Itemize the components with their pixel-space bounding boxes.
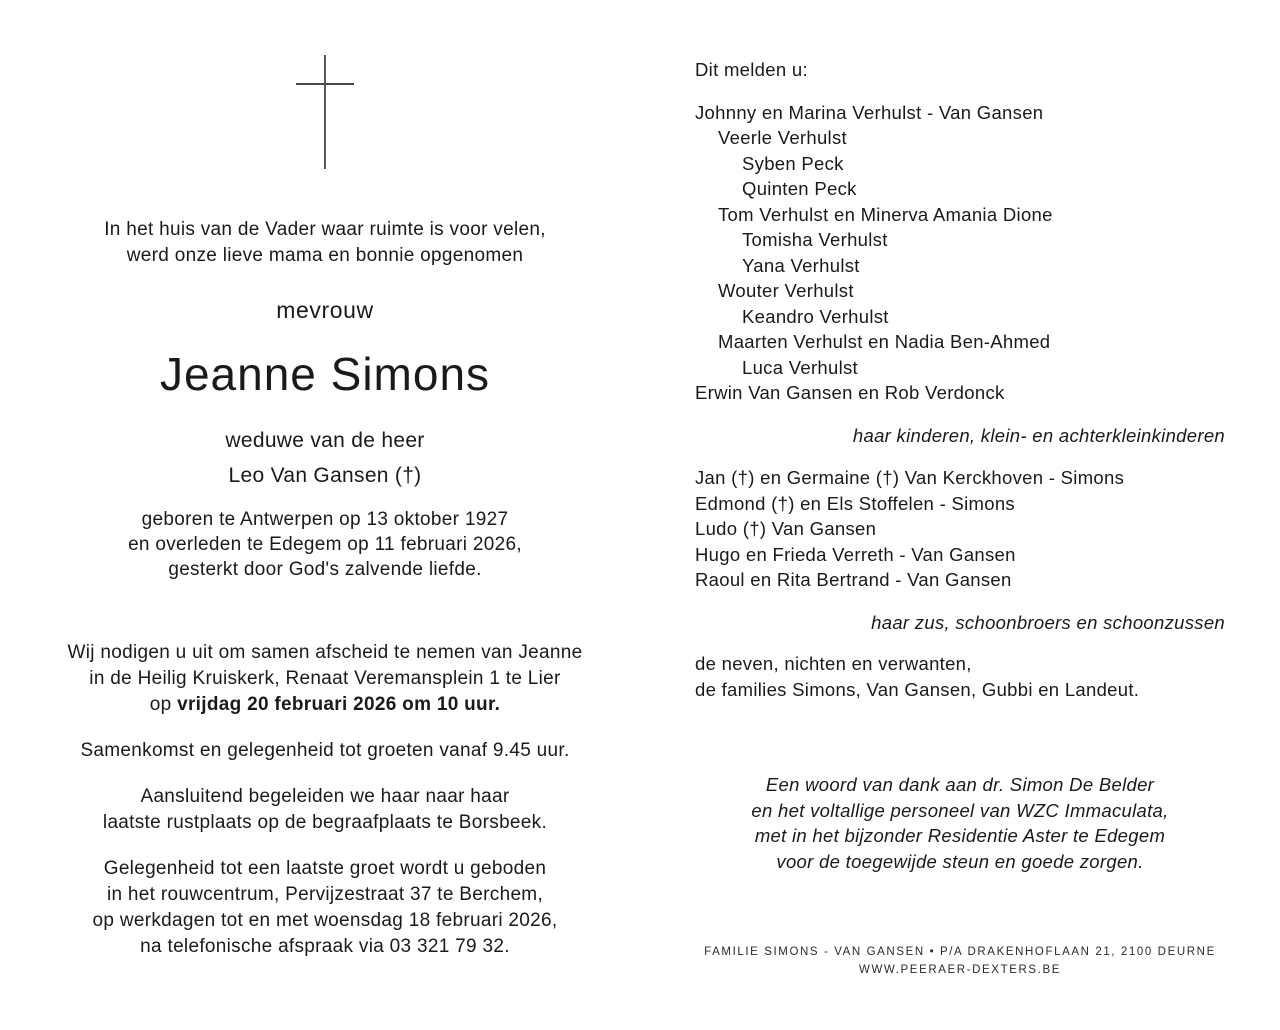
family-member: Jan (†) en Germaine (†) Van Kerckhoven - Simons: [695, 467, 1125, 488]
viewing-line: op werkdagen tot en met woensdag 18 februari 2026,: [92, 910, 558, 931]
family-address-line: FAMILIE SIMONS - VAN GANSEN • P/A DRAKENHOFLAAN 21, 2100 DEURNE: [704, 946, 1216, 958]
title-prefix: mevrouw: [276, 297, 374, 323]
invitation-line: in de Heilig Kruiskerk, Renaat Veremansplein 1 te Lier: [89, 668, 561, 689]
blessing-line: gesterkt door God's zalvende liefde.: [168, 559, 482, 580]
family-member: Veerle Verhulst: [718, 127, 847, 148]
death-line: en overleden te Edegem op 11 februari 2026,: [128, 534, 522, 555]
burial-line: Aansluitend begeleiden we haar naar haar: [140, 786, 510, 807]
acknowledgement-line: Een woord van dank aan dr. Simon De Belder: [765, 774, 1155, 795]
extended-family-line: de neven, nichten en verwanten,: [695, 653, 972, 674]
invitation-date-line: [30, 692, 620, 718]
family-member: Wouter Verhulst: [718, 280, 854, 301]
viewing-line: Gelegenheid tot een laatste groet wordt u geboden: [103, 858, 547, 879]
family-member: Yana Verhulst: [742, 254, 860, 276]
burial-info: [30, 784, 620, 836]
gathering-info: Samenkomst en gelegenheid tot groeten vanaf 9.45 uur.: [80, 740, 570, 761]
acknowledgement: [695, 772, 1225, 874]
funeral-invitation: [30, 640, 620, 718]
viewing-info: [30, 856, 620, 960]
extended-family-line: de families Simons, Van Gansen, Gubbi en Landeut.: [695, 678, 1140, 700]
family-member: Hugo en Frieda Verreth - Van Gansen: [695, 543, 1016, 565]
christian-cross-icon: [296, 55, 354, 169]
acknowledgement-line: voor de toegewijde steun en goede zorgen.: [776, 850, 1144, 872]
family-member: Johnny en Marina Verhulst - Van Gansen: [695, 101, 1044, 123]
viewing-line: in het rouwcentrum, Pervijzestraat 37 te Berchem,: [106, 884, 544, 905]
widow-of-line: Leo Van Gansen (†): [228, 464, 422, 487]
family-member: Luca Verhulst: [742, 356, 859, 378]
family-member: Raoul en Rita Bertrand - Van Gansen: [695, 569, 1012, 590]
family-member: Erwin Van Gansen en Rob Verdonck: [695, 382, 1005, 403]
invitation-line: Wij nodigen u uit om samen afscheid te nemen van Jeanne: [67, 642, 583, 663]
left-page: [30, 0, 620, 960]
acknowledgement-line: en het voltallige personeel van WZC Immaculata,: [751, 799, 1169, 821]
right-page: [695, 0, 1225, 979]
widow-of-line: weduwe van de heer: [225, 429, 425, 452]
relation-caption-children: haar kinderen, klein- en achterkleinkinderen: [852, 424, 1225, 446]
birth-line: geboren te Antwerpen op 13 oktober 1927: [141, 509, 509, 530]
deceased-name: Jeanne Simons: [159, 348, 491, 400]
funeral-home-website: WWW.PEERAER-DEXTERS.BE: [859, 964, 1061, 976]
family-member: Tom Verhulst en Minerva Amania Dione: [718, 203, 1053, 225]
invitation-date-bold: vrijdag 20 februari 2026 om 10 uur.: [177, 694, 501, 715]
extended-family: [695, 651, 1225, 702]
contact-footer: [695, 943, 1225, 979]
opening-verse-line: werd onze lieve mama en bonnie opgenomen: [126, 245, 524, 266]
widow-of: [30, 423, 620, 493]
family-member: Tomisha Verhulst: [742, 229, 888, 250]
opening-verse-line: In het huis van de Vader waar ruimte is voor velen,: [104, 219, 546, 240]
family-member: Quinten Peck: [742, 178, 857, 199]
announcement-header: Dit melden u:: [695, 59, 808, 80]
opening-verse: [30, 217, 620, 269]
family-member: Syben Peck: [742, 152, 844, 174]
acknowledgement-line: met in het bijzonder Residentie Aster te Edegem: [754, 825, 1166, 846]
family-member: Keandro Verhulst: [742, 305, 889, 327]
invitation-date-prefix: op: [149, 694, 178, 715]
relation-caption-siblings: haar zus, schoonbroers en schoonzussen: [871, 611, 1225, 633]
viewing-line: na telefonische afspraak via 03 321 79 32.: [140, 936, 510, 957]
burial-line: laatste rustplaats op de begraafplaats te Borsbeek.: [102, 812, 548, 833]
family-list-children: [695, 100, 1225, 406]
family-list-siblings: [695, 465, 1225, 593]
birth-death-dates: [30, 507, 620, 582]
family-member: Edmond (†) en Els Stoffelen - Simons: [695, 492, 1015, 514]
family-member: Maarten Verhulst en Nadia Ben-Ahmed: [718, 331, 1051, 352]
family-member: Ludo (†) Van Gansen: [695, 518, 877, 539]
